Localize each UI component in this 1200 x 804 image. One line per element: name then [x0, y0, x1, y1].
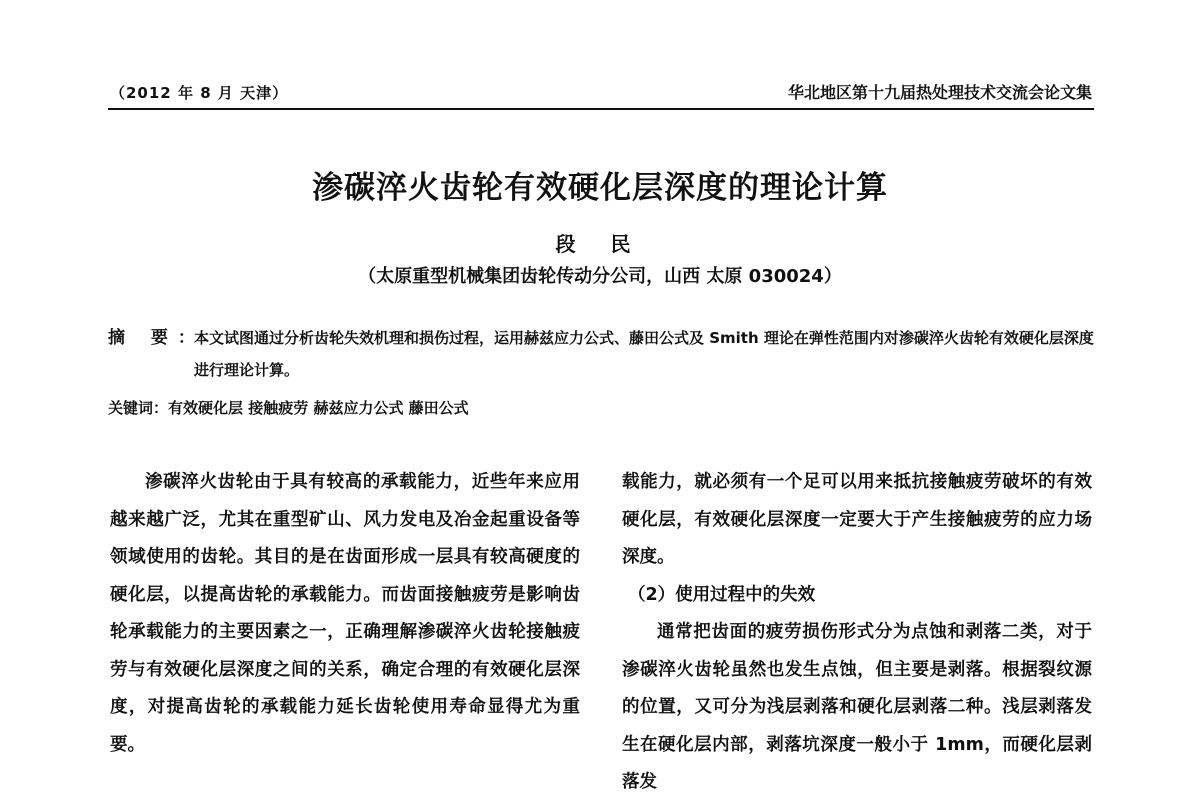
abstract-block	[108, 322, 1094, 386]
paper-title: 渗碳淬火齿轮有效硬化层深度的理论计算	[312, 170, 888, 206]
body-column-right	[622, 464, 1092, 802]
body-column-left	[110, 464, 580, 764]
keywords-block	[108, 397, 1094, 418]
section-subheading: （2）使用过程中的失效	[628, 584, 816, 605]
abstract-text: 本文试图通过分析齿轮失效机理和损伤过程，运用赫兹应力公式、藤田公式及 Smith 理论在弹性范围内对渗碳淬火齿轮有效硬化层深度进行理论计算。	[194, 329, 1094, 379]
body-paragraph: 渗碳淬火齿轮由于具有较高的承载能力，近些年来应用越来越广泛，尤其在重型矿山、风力发电及冶金起重设备等领域使用的齿轮。其目的是在齿面形成一层具有较高硬度的硬化层，以提高齿轮的承载能力。而齿面接触疲劳是影响齿轮承载能力的主要因素之一，正确理解渗碳淬火齿轮接触疲劳与有效硬化层深度之间的关系，确定合理的有效硬化层深度，对提高齿轮的承载能力延长齿轮使用寿命显得尤为重要。	[110, 472, 580, 755]
running-header-date: （2012 年 8 月 天津）	[110, 84, 289, 102]
header-divider	[108, 108, 1094, 110]
abstract-label: 摘 要：	[108, 328, 205, 348]
paper-author: 段 民	[555, 232, 645, 256]
keywords-label: 关键词：	[108, 399, 169, 417]
keywords-text: 有效硬化层 接触疲劳 赫兹应力公式 藤田公式	[168, 399, 469, 417]
body-paragraph: 通常把齿面的疲劳损伤形式分为点蚀和剥落二类，对于渗碳淬火齿轮虽然也发生点蚀，但主要是剥落。根据裂纹源的位置，又可分为浅层剥落和硬化层剥落二种。浅层剥落发生在硬化层内部，剥落坑深度一般小于 1mm，而硬化层剥落发	[622, 622, 1092, 792]
paper-affiliation: （太原重型机械集团齿轮传动分公司，山西 太原 030024）	[358, 266, 842, 287]
body-paragraph: 载能力，就必须有一个足可以用来抵抗接触疲劳破坏的有效硬化层，有效硬化层深度一定要大于产生接触疲劳的应力场深度。	[622, 472, 1092, 567]
running-header-journal: 华北地区第十九届热处理技术交流会论文集	[787, 83, 1092, 102]
